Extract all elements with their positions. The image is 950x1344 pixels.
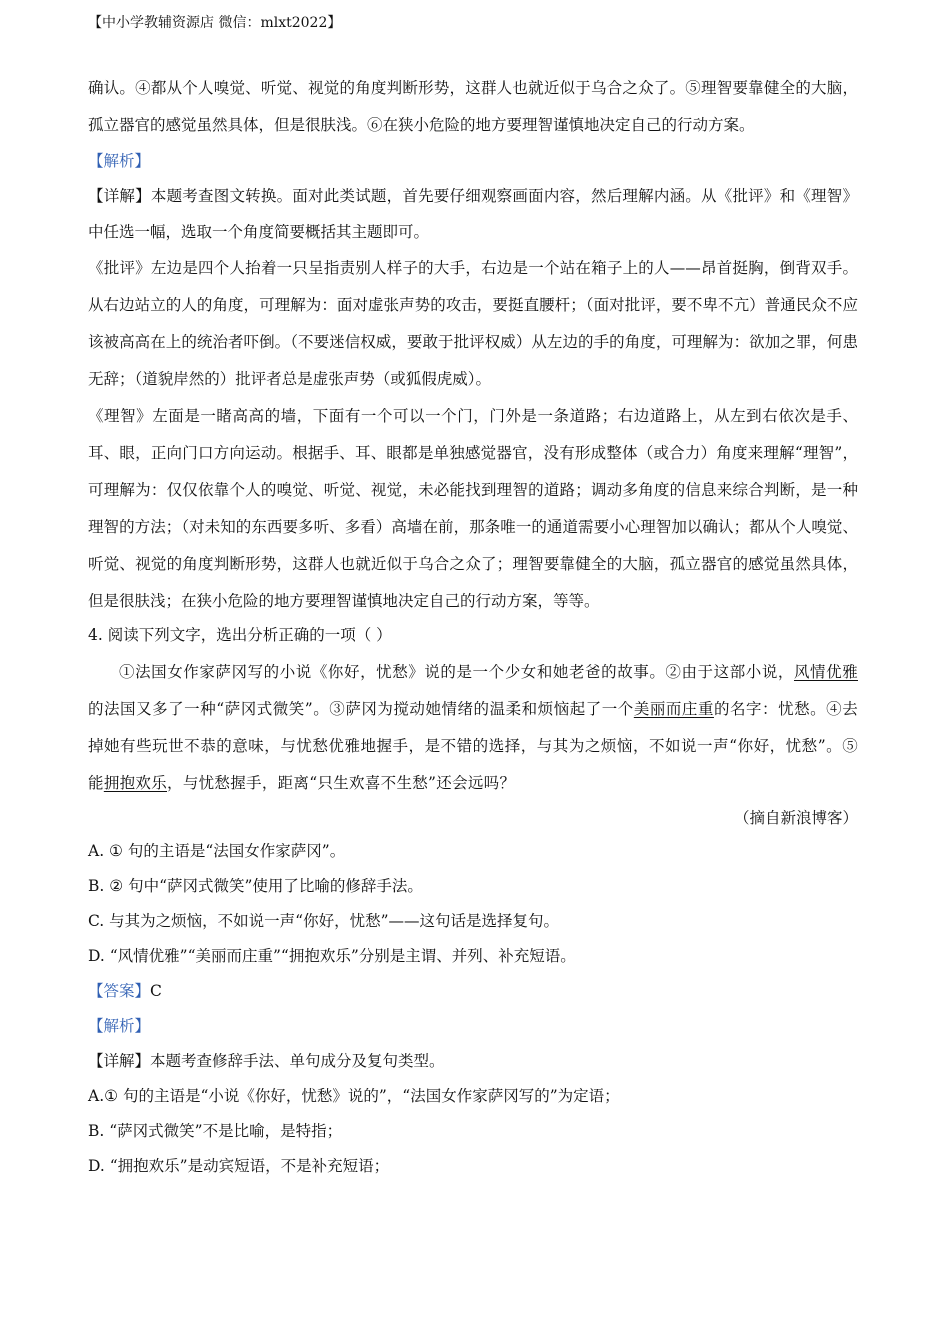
option-d: D. “风情优雅”“美丽而庄重”“拥抱欢乐”分别是主谓、并列、补充短语。 xyxy=(88,947,576,965)
question-4-passage xyxy=(88,654,858,802)
passage-text-2: 的法国又多了一种“萨冈式微笑”。③萨冈为搅动她情绪的温柔和烦恼起了一个 xyxy=(88,700,634,718)
page-header: 【中小学教辅资源店 微信：mlxt2022】 xyxy=(88,15,342,31)
answer-label: 【答案】 xyxy=(88,982,151,1000)
explanation-a: A.① 句的主语是“小说《你好，忧愁》说的”，“法国女作家萨冈写的”为定语； xyxy=(88,1087,620,1105)
passage-text-1: ①法国女作家萨冈写的小说《你好，忧愁》说的是一个少女和她老爸的故事。②由于这部小说， xyxy=(119,663,794,681)
passage-underline-3: 拥抱欢乐 xyxy=(103,774,168,792)
explanation-b: B. “萨冈式微笑”不是比喻，是特指； xyxy=(88,1122,343,1140)
prev-analysis-label: 【解析】 xyxy=(88,152,151,170)
document-body xyxy=(88,70,858,1184)
option-c: C. 与其为之烦恼，不如说一声“你好，忧愁”——这句话是选择复句。 xyxy=(88,912,560,930)
passage-underline-1: 风情优雅 xyxy=(793,663,858,681)
prev-lizhi-explanation: 《理智》左面是一睹高高的墙，下面有一个可以一个门，门外是一条道路；右边道路上，从左到右依次是手、耳、眼，正向门口方向运动。根据手、耳、眼都是单独感觉器官，没有形成整体（或合力）角度来理解“理智”，可理解为：仅仅依靠个人的嗅觉、听觉、视觉，未必能找到理智的道路；调动多角度的信息来综合判断，是一种理智的方法；（对未知的东西要多听、多看）高墙在前，那条唯一的通道需要小心理智加以确认；都从个人嗅觉、听觉、视觉的角度判断形势，这群人也就近似于乌合之众了；理智要靠健全的大脑，孤立器官的感觉虽然具体，但是很肤浅；在狭小危险的地方要理智谨慎地决定自己的行动方案，等等。 xyxy=(88,407,858,610)
analysis-detail: 【详解】本题考查修辞手法、单句成分及复句类型。 xyxy=(88,1052,445,1070)
prev-continuation: 确认。④都从个人嗅觉、听觉、视觉的角度判断形势，这群人也就近似于乌合之众了。⑤理智要靠健全的大脑，孤立器官的感觉虽然具体，但是很肤浅。⑥在狭小危险的地方要理智谨慎地决定自己的行动方案。 xyxy=(88,79,858,134)
option-a: A. ① 句的主语是“法国女作家萨冈”。 xyxy=(88,842,346,860)
answer-line xyxy=(88,974,858,1009)
prev-detail: 【详解】本题考查图文转换。面对此类试题，首先要仔细观察画面内容，然后理解内涵。从《批评》和《理智》中任选一幅，选取一个角度简要概括其主题即可。 xyxy=(88,187,858,241)
passage-text-3: 的名字：忧愁。④去掉她有些玩世不恭的意味，与忧愁优雅地握手，是不错的选择，与其为之烦恼，不如说一声“你好，忧愁”。⑤能 xyxy=(88,700,858,792)
answer-value: C xyxy=(150,982,162,1000)
passage-underline-2: 美丽而庄重 xyxy=(633,700,714,718)
explanation-d: D. “拥抱欢乐”是动宾短语，不是补充短语； xyxy=(88,1157,390,1175)
question-4-stem: 4. 阅读下列文字，选出分析正确的一项（ ） xyxy=(88,626,392,644)
passage-source: （摘自新浪博客） xyxy=(733,809,858,827)
option-b: B. ② 句中“萨冈式微笑”使用了比喻的修辞手法。 xyxy=(88,877,423,895)
prev-pipin-explanation: 《批评》左边是四个人抬着一只呈指责别人样子的大手，右边是一个站在箱子上的人——昂首挺胸，倒背双手。从右边站立的人的角度，可理解为：面对虚张声势的攻击，要挺直腰杆；（面对批评，要不卑不亢）普通民众不应该被高高在上的统治者吓倒。（不要迷信权威，要敢于批评权威）从左边的手的角度，可理解为：欲加之罪，何患无辞；（道貌岸然的）批评者总是虚张声势（或狐假虎威）。 xyxy=(88,259,858,388)
analysis-label: 【解析】 xyxy=(88,1017,151,1035)
passage-text-4: ，与忧愁握手，距离“只生欢喜不生愁”还会远吗？ xyxy=(167,774,516,792)
